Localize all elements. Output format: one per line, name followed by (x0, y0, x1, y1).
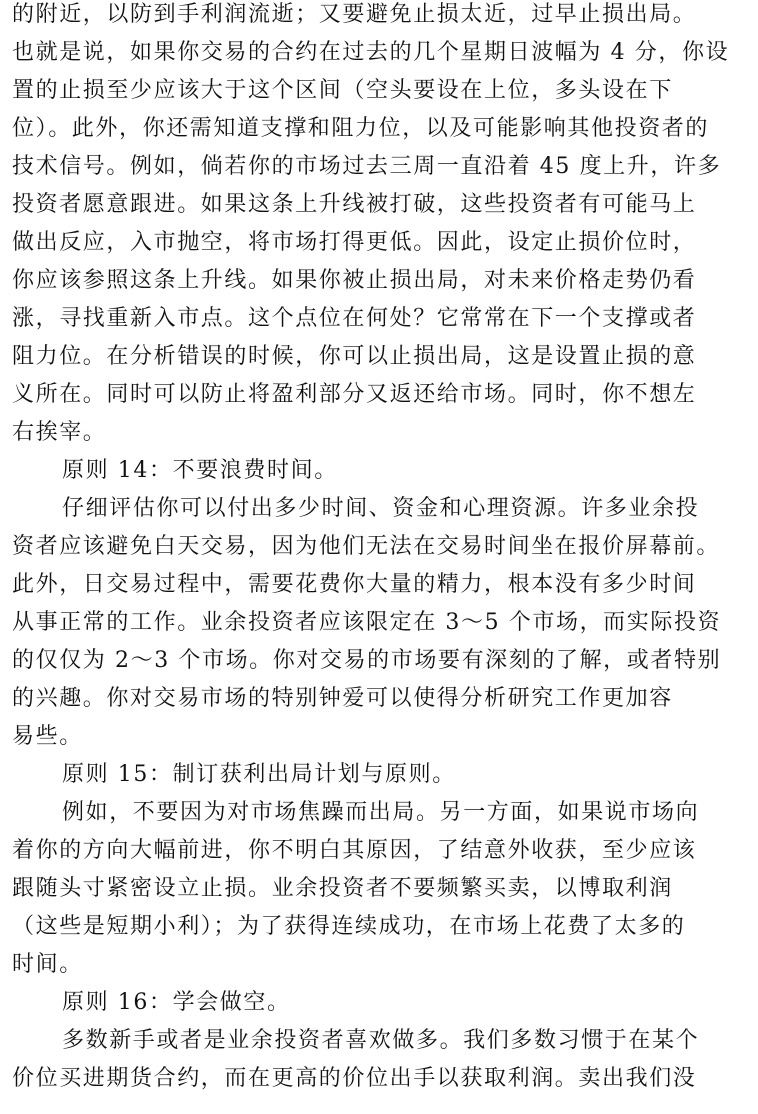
text-line: 义所在。同时可以防止将盈利部分又返还给市场。同时，你不想左 (12, 382, 697, 407)
text-line: 的兴趣。你对交易市场的特别钟爱可以使得分析研究工作更加容 (12, 686, 673, 711)
text-line: 右挨宰。 (12, 420, 107, 445)
principle-heading: 原则 16：学会做空。 (62, 990, 291, 1015)
text-line: 多数新手或者是业余投资者喜欢做多。我们多数习惯于在某个 (62, 1028, 700, 1053)
text-line: 位）。此外，你还需知道支撑和阻力位，以及可能影响其他投资者的 (12, 116, 710, 141)
text-line: 置的止损至少应该大于这个区间（空头要设在上位，多头设在下 (12, 78, 673, 103)
text-line: 易些。 (12, 724, 83, 749)
text-line: 着你的方向大幅前进，你不明白其原因，了结意外收获，至少应该 (12, 838, 697, 863)
text-line: 例如，不要因为对市场焦躁而出局。另一方面，如果说市场向 (62, 800, 700, 825)
text-line: 此外，日交易过程中，需要花费你大量的精力，根本没有多少时间 (12, 572, 697, 597)
text-line: 跟随头寸紧密设立止损。业余投资者不要频繁买卖，以博取利润 (12, 876, 673, 901)
text-line: 也就是说，如果你交易的合约在过去的几个星期日波幅为 4 分，你设 (12, 40, 730, 65)
text-line: 你应该参照这条上升线。如果你被止损出局，对未来价格走势仍看 (12, 268, 697, 293)
text-line: 做出反应，入市抛空，将市场打得更低。因此，设定止损价位时， (12, 230, 697, 255)
text-line: 价位买进期货合约，而在更高的价位出手以获取利润。卖出我们没 (12, 1066, 697, 1091)
principle-heading: 原则 15：制订获利出局计划与原则。 (62, 762, 456, 787)
text-line: 的仅仅为 2～3 个市场。你对交易的市场要有深刻的了解，或者特别 (12, 648, 722, 673)
text-line: （这些是短期小利）；为了获得连续成功，在市场上花费了太多的 (12, 914, 686, 939)
principle-heading: 原则 14：不要浪费时间。 (62, 458, 338, 483)
text-line: 从事正常的工作。业余投资者应该限定在 3～5 个市场，而实际投资 (12, 610, 722, 635)
text-line: 技术信号。例如，倘若你的市场过去三周一直沿着 45 度上升，许多 (12, 154, 722, 179)
text-line: 投资者愿意跟进。如果这条上升线被打破，这些投资者有可能马上 (12, 192, 697, 217)
text-line: 仔细评估你可以付出多少时间、资金和心理资源。许多业余投 (62, 496, 700, 521)
text-line: 涨，寻找重新入市点。这个点位在何处？它常常在下一个支撑或者 (12, 306, 697, 331)
text-line: 时间。 (12, 952, 83, 977)
text-line: 阻力位。在分析错误的时候，你可以止损出局，这是设置止损的意 (12, 344, 697, 369)
text-line: 资者应该避免白天交易，因为他们无法在交易时间坐在报价屏幕前。 (12, 534, 721, 559)
text-line: 的附近，以防到手利润流逝；又要避免止损太近，过早止损出局。 (12, 2, 697, 27)
